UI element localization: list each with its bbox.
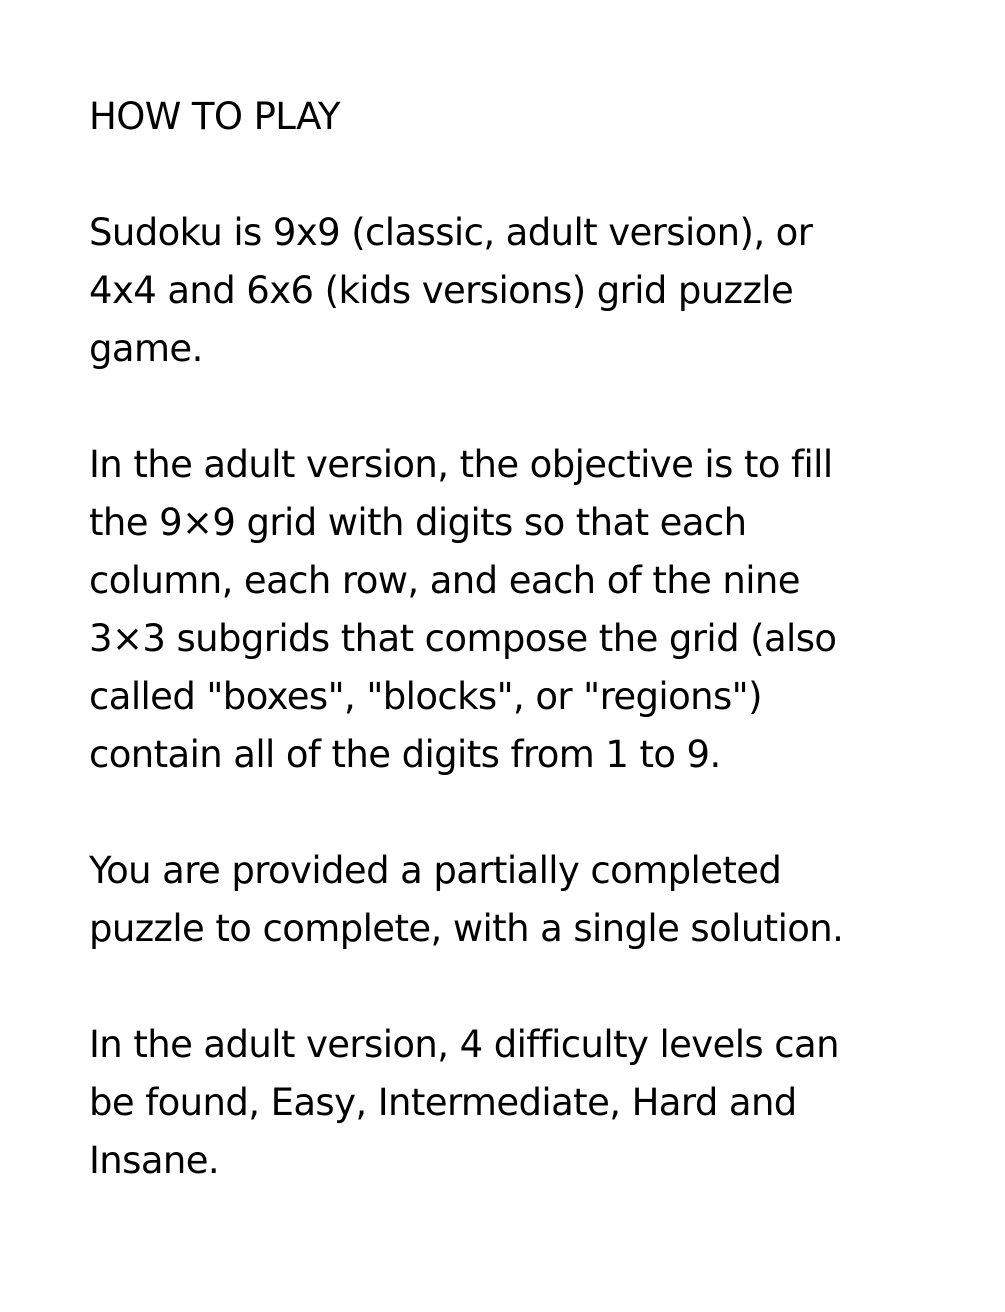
text-line: In the adult version, the objective is to fill — [89, 443, 833, 486]
text-line: You are provided a partially completed — [89, 849, 782, 892]
text-line: game. — [89, 327, 203, 370]
paragraph-difficulty — [89, 1016, 949, 1190]
paragraph-solution — [89, 842, 949, 958]
text-line: In the adult version, 4 difficulty levels can — [89, 1023, 839, 1066]
text-line: column, each row, and each of the nine — [89, 559, 800, 602]
text-line: contain all of the digits from 1 to 9. — [89, 733, 721, 776]
text-line: puzzle to complete, with a single solution. — [89, 907, 844, 950]
text-line: the 9×9 grid with digits so that each — [89, 501, 747, 544]
page-title: HOW TO PLAY — [89, 95, 340, 138]
text-line: 3×3 subgrids that compose the grid (also — [89, 617, 837, 660]
text-line: 4x4 and 6x6 (kids versions) grid puzzle — [89, 269, 794, 312]
text-line: Insane. — [89, 1139, 220, 1182]
paragraph-intro — [89, 204, 949, 378]
text-line: called "boxes", "blocks", or "regions") — [89, 675, 762, 718]
text-line: Sudoku is 9x9 (classic, adult version), or — [89, 211, 813, 254]
text-line: be found, Easy, Intermediate, Hard and — [89, 1081, 797, 1124]
paragraph-objective — [89, 436, 949, 784]
document-body — [89, 88, 949, 1190]
